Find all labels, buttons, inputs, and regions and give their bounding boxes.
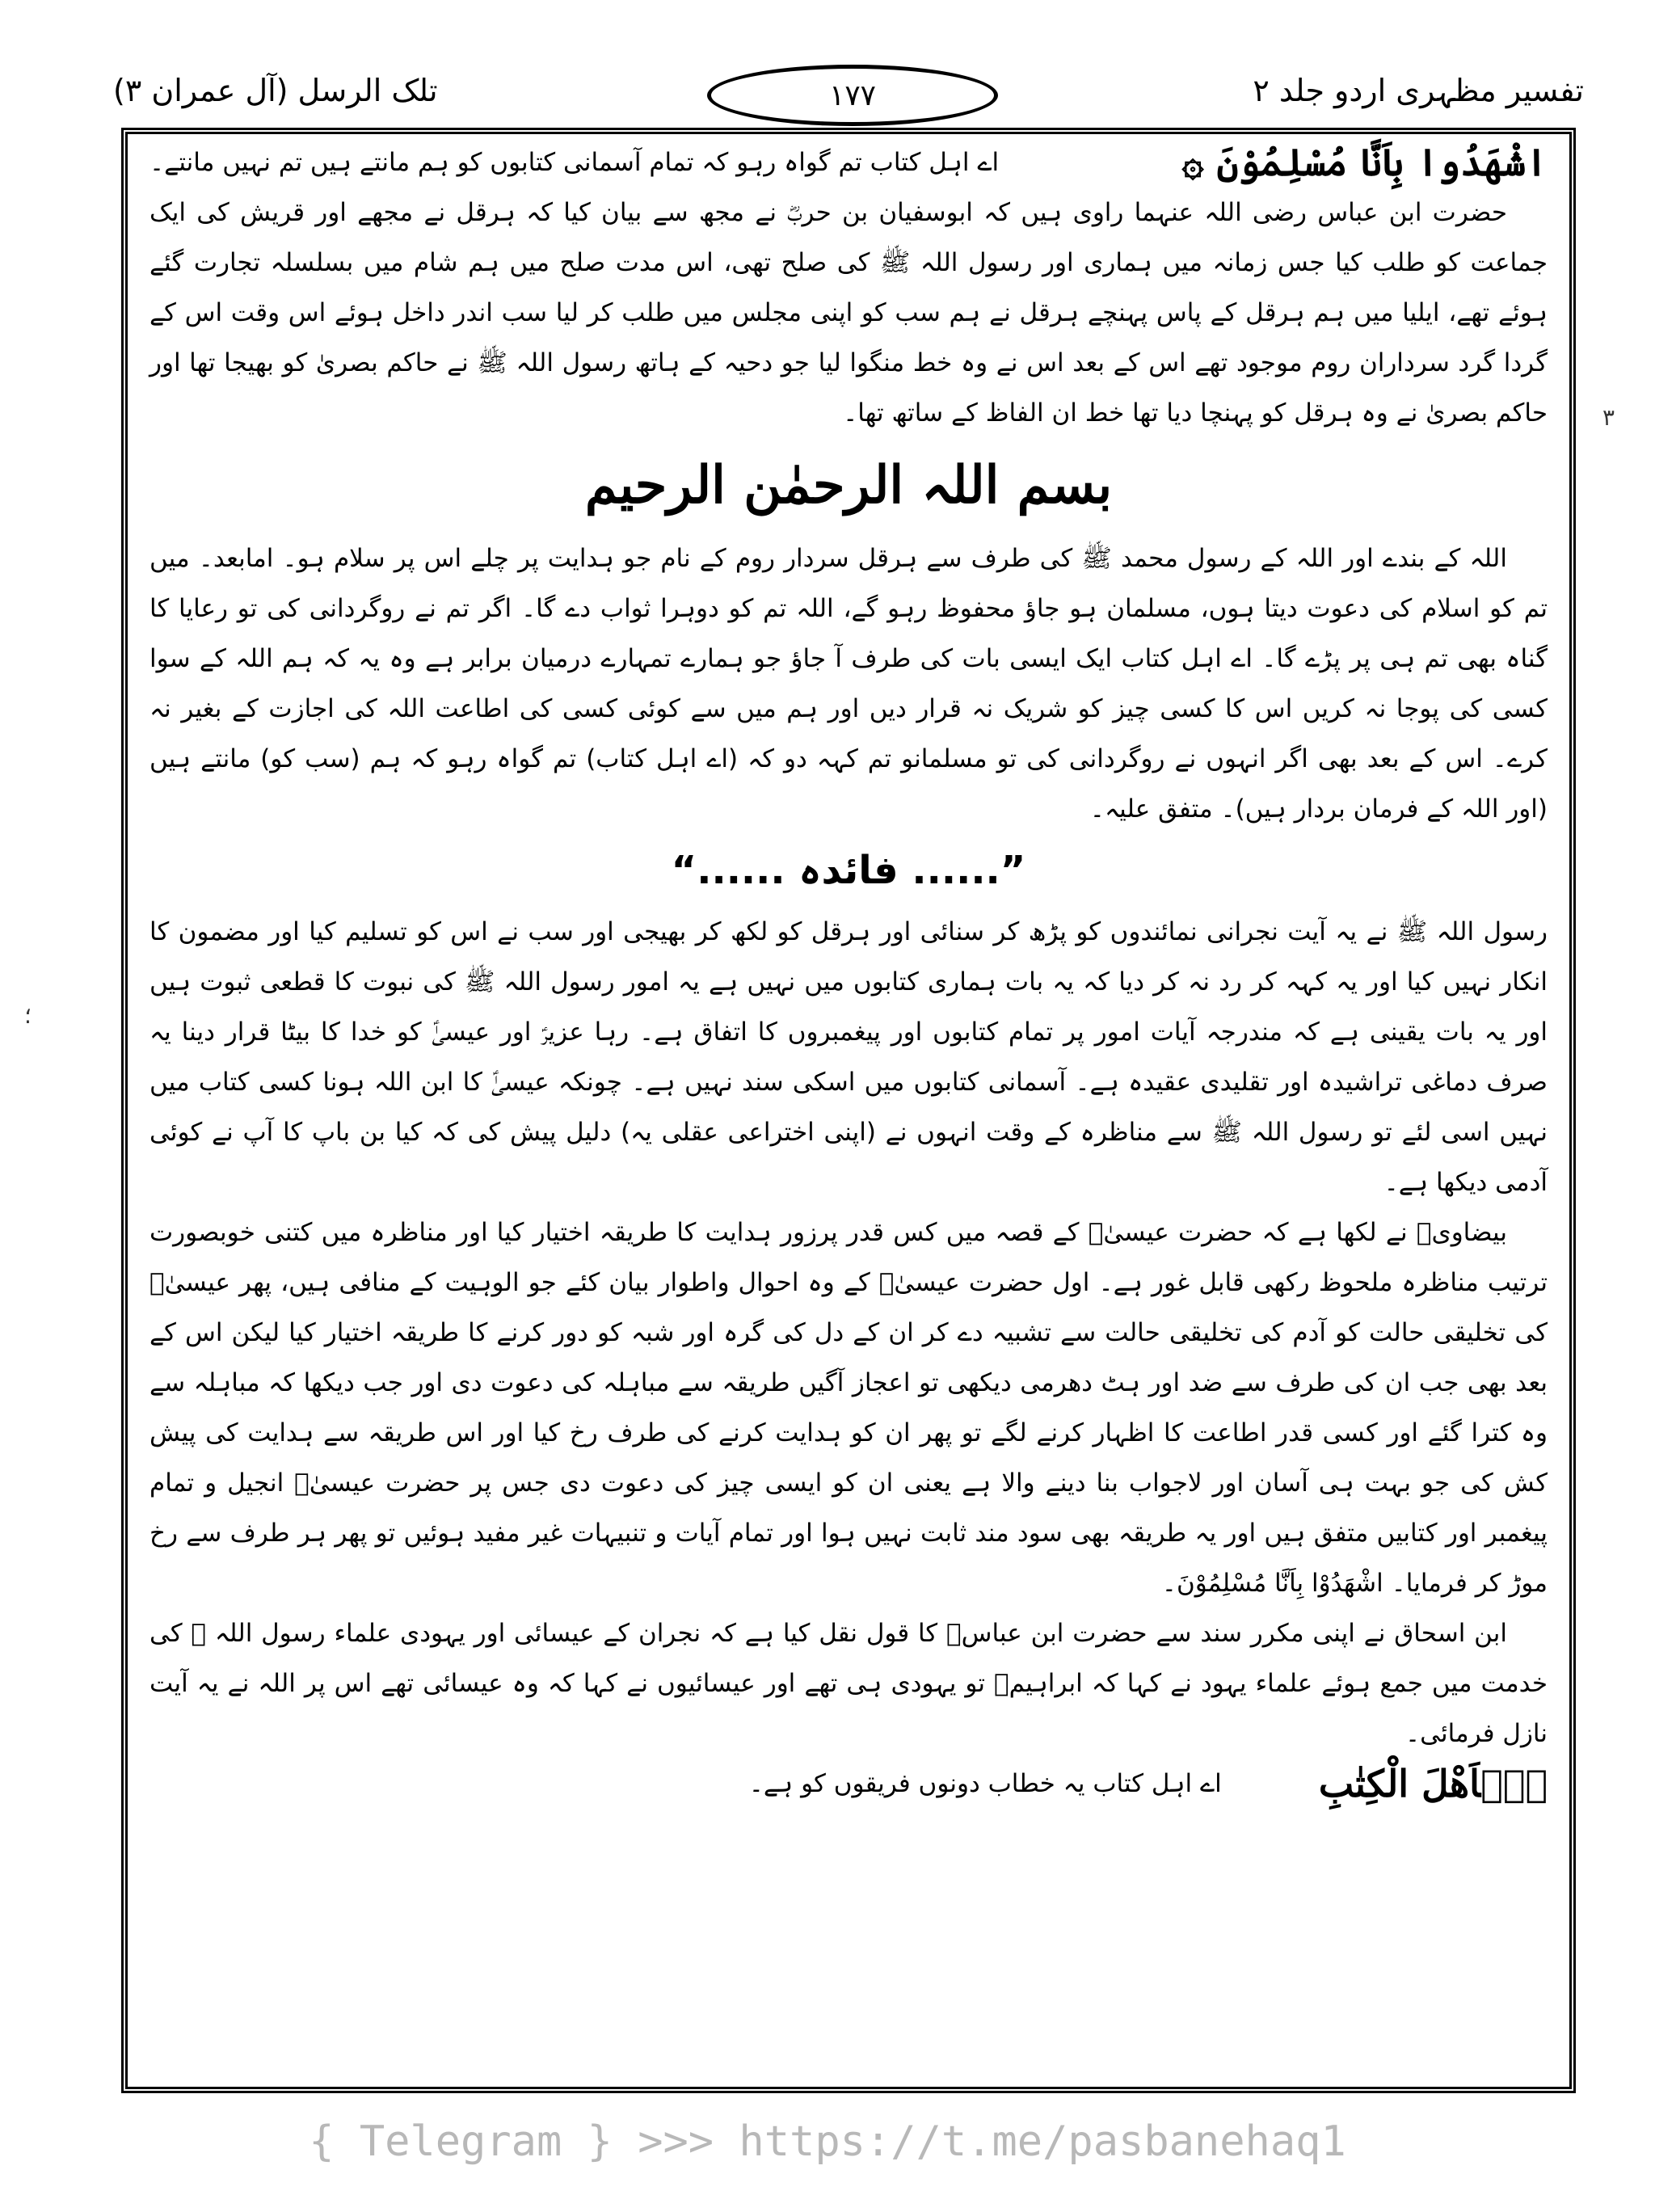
verse-translation-2: اے اہل کتاب یہ خطاب دونوں فریقوں کو ہے۔ (748, 1769, 1222, 1798)
paragraph-5: ابن اسحاق نے اپنی مکرر سند سے حضرت ابن عباسؓ کا قول نقل کیا ہے کہ نجران کے عیسائی اور یہودی علماء رسول اللہ ﷺ کی خدمت میں جمع ہوئے علماء یہود نے کہا کہ ابراہیمؑ تو یہودی ہی تھے اور عیسائیوں نے کہا کہ وہ عیسائی تھے اس پر اللہ نے یہ آیت نازل فرمائی۔ (149, 1619, 1548, 1748)
basmala: بسم اللہ الرحمٰن الرحیم (584, 455, 1113, 516)
margin-mark-left: ؛ (24, 1002, 32, 1029)
verse-translation-1: اے اہل کتاب تم گواہ رہو کہ تمام آسمانی کتابوں کو ہم مانتے ہیں تم نہیں مانتے۔ (149, 148, 1000, 177)
page-header (113, 65, 1584, 129)
verse-arabic-2: يٰۤاَهْلَ الْكِتٰبِ (1318, 1762, 1548, 1805)
paragraph-2: اللہ کے بندے اور اللہ کے رسول محمد ﷺ کی طرف سے ہرقل سردار روم کے نام جو ہدایت پر چلے اس پر سلام ہو۔ امابعد۔ میں تم کو اسلام کی دعوت دیتا ہوں، مسلمان ہو جاؤ محفوظ رہو گے، اللہ تم کو دوہرا ثواب دے گا۔ اگر تم نے روگردانی کی تو رعایا کا گناہ بھی تم ہی پر پڑے گا۔ اے اہل کتاب ایک ایسی بات کی طرف آ جاؤ جو ہمارے تمہارے درمیان برابر ہے وہ یہ کہ ہم اللہ کے سوا کسی کی پوجا نہ کریں اس کا کسی چیز کو شریک نہ قرار دیں اور ہم میں سے کوئی کسی کی اطاعت اللہ کی اجازت کے بغیر نہ کرے۔ اس کے بعد بھی اگر انہوں نے روگردانی کی تو مسلمانو تم کہہ دو کہ (اے اہل کتاب) تم گواہ رہو کہ ہم (سب کو) مانتے ہیں (اور اللہ کے فرمان بردار ہیں)۔ متفق علیہ۔ (149, 544, 1548, 824)
margin-mark-right: ۳ (1602, 404, 1615, 431)
page-content (149, 137, 1548, 1809)
page-number: ۱۷۷ (707, 65, 998, 126)
paragraph-4: بیضاویؒ نے لکھا ہے کہ حضرت عیسیٰؑ کے قصہ میں کس قدر پرزور ہدایت کا طریقہ اختیار کیا اور مناظرہ میں کتنی خوبصورت ترتیب مناظرہ ملحوظ رکھی قابل غور ہے۔ اول حضرت عیسیٰؑ کے وہ احوال واطوار بیان کئے جو الوہیت کے منافی ہیں، پھر عیسیٰؑ کی تخلیقی حالت کو آدم کی تخلیقی حالت سے تشبیہ دے کر ان کے دل کی گرہ اور شبہ کو دور کرنے کا طریقہ اختیار کیا لیکن اس کے بعد بھی جب ان کی طرف سے ضد اور ہٹ دھرمی دیکھی تو اعجاز آگیں طریقہ سے مباہلہ کی دعوت دی اور جب دیکھا کہ مباہلہ سے وہ کترا گئے اور کسی قدر اطاعت کا اظہار کرنے لگے تو پھر ان کو ہدایت کرنے کی طرف رخ کیا اور اس طریقہ سے ہدایت کی پیش کش کی جو بہت ہی آسان اور لاجواب بنا دینے والا ہے یعنی ان کو ایسی چیز کی دعوت دی جس پر حضرت عیسیٰؑ انجیل و تمام پیغمبر اور کتابیں متفق ہیں اور یہ طریقہ بھی سود مند ثابت نہیں ہوا اور تمام آیات و تنبیہات غیر مفید ہوئیں تو پھر ہر طرف سے رخ موڑ کر فرمایا۔ اشْهَدُوْا بِاَنَّا مُسْلِمُوْنَ۔ (149, 1218, 1548, 1598)
section-title: تلک الرسل (آل عمران ۳) (113, 73, 438, 108)
paragraph-3: رسول اللہ ﷺ نے یہ آیت نجرانی نمائندوں کو پڑھ کر سنائی اور ہرقل کو لکھ کر بھیجی اور سب نے اس کو تسلیم کیا اور مضمون کا انکار نہیں کیا اور یہ کہہ کر رد نہ کر دیا کہ یہ بات ہماری کتابوں میں نہیں ہے یہ امور رسول اللہ ﷺ کی نبوت کا قطعی ثبوت ہیں اور یہ بات یقینی ہے کہ مندرجہ آیات امور پر تمام کتابوں اور پیغمبروں کا اتفاق ہے۔ رہا عزیرؑ اور عیسیٰؑ کو خدا کا بیٹا قرار دینا یہ صرف دماغی تراشیدہ اور تقلیدی عقیدہ ہے۔ آسمانی کتابوں میں اسکی سند نہیں ہے۔ چونکہ عیسیٰؑ کا ابن اللہ ہونا کسی کتاب میں نہیں اسی لئے تو رسول اللہ ﷺ سے مناظرہ کے وقت انہوں نے (اپنی اختراعی عقلی یہ) دلیل پیش کی کہ کیا بن باپ کا آپ نے کوئی آدمی دیکھا ہے۔ (149, 917, 1548, 1197)
telegram-watermark: { Telegram } >>> https://t.me/pasbanehaq1 (309, 2117, 1346, 2166)
faida-heading: ”...... فائدہ ......“ (671, 848, 1026, 893)
verse-row-1 (149, 137, 1548, 187)
paragraph-1: حضرت ابن عباس رضی اللہ عنہما راوی ہیں کہ ابوسفیان بن حربؓ نے مجھ سے بیان کیا کہ ہرقل نے مجھے اور قریش کی ایک جماعت کو طلب کیا جس زمانہ میں ہماری اور رسول اللہ ﷺ کی صلح تھی، اس مدت صلح میں ہم شام میں بسلسلہ تجارت گئے ہوئے تھے، ایلیا میں ہم ہرقل کے پاس پہنچے ہرقل نے ہم سب کو اپنی مجلس میں طلب کر لیا سب اندر داخل ہوئے اس وقت اس کے گردا گرد سرداران روم موجود تھے اس کے بعد اس نے وہ خط منگوا لیا جو دحیہ کے ہاتھ رسول اللہ ﷺ نے حاکم بصریٰ کو بھیجا تھا اور حاکم بصریٰ نے وہ ہرقل کو پہنچا دیا تھا خط ان الفاظ کے ساتھ تھا۔ (149, 198, 1548, 428)
verse-arabic-1: اشْهَدُوا بِاَنَّا مُسْلِمُوْنَ ۞ (1181, 141, 1548, 184)
verse-row-2 (149, 1759, 1548, 1809)
book-title: تفسیر مظہری اردو جلد ۲ (1253, 73, 1584, 108)
